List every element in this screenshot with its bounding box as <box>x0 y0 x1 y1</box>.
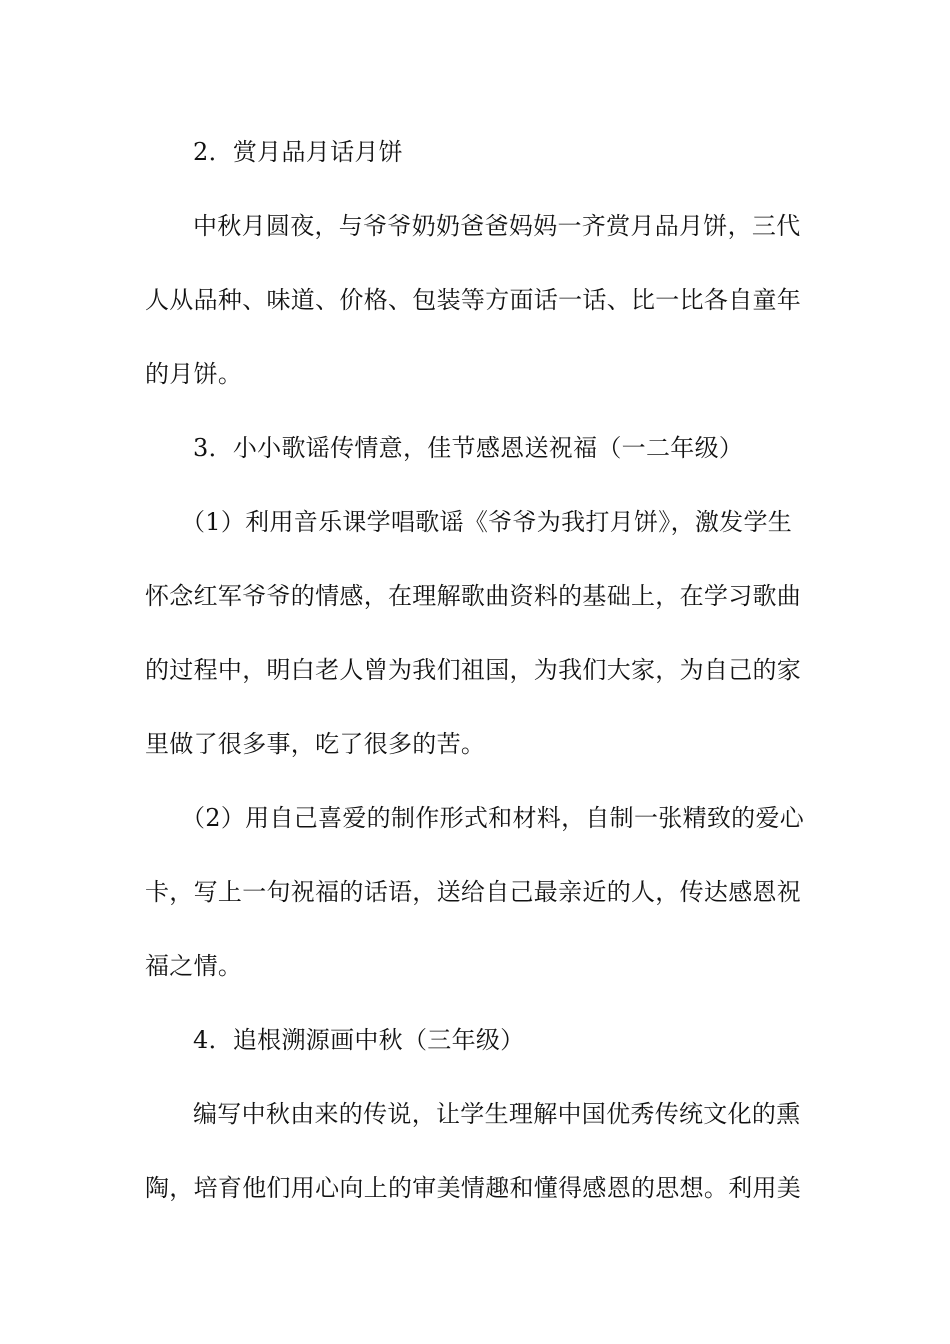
text-line: 4．追根溯源画中秋（三年级） <box>193 1026 525 1054</box>
text-line: 怀念红军爷爷的情感，在理解歌曲资料的基础上，在学习歌曲 <box>145 582 802 610</box>
section-heading-2 <box>145 115 807 189</box>
text-line: 2．赏月品月话月饼 <box>193 138 403 166</box>
paragraph-song-learning <box>145 485 807 781</box>
text-line: 卡，写上一句祝福的话语，送给自己最亲近的人，传达感恩祝 <box>145 878 802 906</box>
text-line: 福之情。 <box>145 952 243 980</box>
text-line: 的月饼。 <box>145 360 243 388</box>
section-heading-3 <box>145 411 807 485</box>
text-line: 里做了很多事，吃了很多的苦。 <box>145 730 486 758</box>
text-line: 3．小小歌谣传情意，佳节感恩送祝福（一二年级） <box>193 434 744 462</box>
text-line: 的过程中，明白老人曾为我们祖国，为我们大家，为自己的家 <box>145 656 802 684</box>
paragraph-love-card <box>145 781 807 1003</box>
text-line: （2）用自己喜爱的制作形式和材料，自制一张精致的爱心 <box>181 804 805 832</box>
text-line: 人从品种、味道、价格、包装等方面话一话、比一比各自童年 <box>145 286 802 314</box>
text-line: 编写中秋由来的传说，让学生理解中国优秀传统文化的熏 <box>193 1100 801 1128</box>
text-line: 中秋月圆夜，与爷爷奶奶爸爸妈妈一齐赏月品月饼，三代 <box>193 212 801 240</box>
section-heading-4 <box>145 1003 807 1077</box>
text-line: （1）利用音乐课学唱歌谣《爷爷为我打月饼》，激发学生 <box>181 508 793 536</box>
paragraph-mooncake-tasting <box>145 189 807 411</box>
paragraph-legend-writing <box>145 1077 807 1225</box>
text-line: 陶，培育他们用心向上的审美情趣和懂得感恩的思想。利用美 <box>145 1174 802 1202</box>
